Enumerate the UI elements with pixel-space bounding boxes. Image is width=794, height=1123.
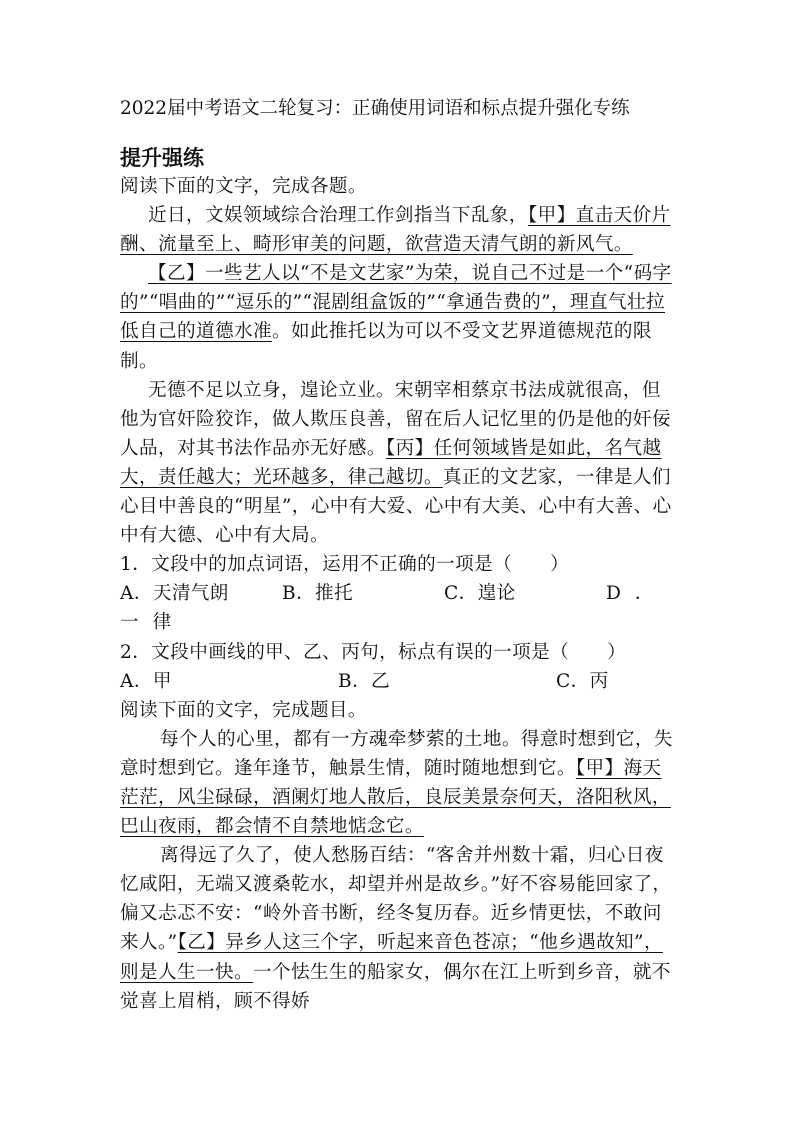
passage1-paragraph-1 bbox=[120, 201, 676, 259]
q1-option-c: C．遑论 bbox=[444, 583, 516, 605]
sentence-jia-underlined: 【甲】直击天价片酬、流量至上、畸形审美的问题，欲营造天清气朗的新风气。 bbox=[120, 205, 671, 256]
document-title: 2022届中考语文二轮复习：正确使用词语和标点提升强化专练 bbox=[120, 98, 630, 119]
document-body bbox=[120, 172, 676, 1016]
passage2-paragraph-2 bbox=[120, 841, 676, 1016]
sentence-yi-underlined: 【乙】一些艺人以“不是文艺家”为荣，说自己不过是一个“码字的”“唱曲的”“逗乐的”“混剧组盒饭的”“拿通告费的”，理直气壮拉低自己的道德水准 bbox=[120, 263, 672, 343]
q2-option-b: B．乙 bbox=[338, 670, 391, 692]
q1-option-a: A．天清气朗 bbox=[120, 583, 229, 605]
section-heading: 提升强练 bbox=[120, 145, 204, 170]
passage1-p3-tail: 真正的文艺家，一律是人们心目中善良的“明星”，心中有大爱、心中有大美、心中有大善、心中有大德、心中有大局。 bbox=[120, 466, 672, 547]
q2-option-a: A．甲 bbox=[120, 670, 172, 692]
passage1-paragraph-2 bbox=[120, 259, 676, 375]
passage1-paragraph-3 bbox=[120, 376, 676, 551]
passage2-instruction: 阅读下面的文字，完成题目。 bbox=[120, 699, 367, 721]
passage2-p2-text: 离得远了久了，使人愁肠百结：“客舍并州数十霜，归心日夜忆咸阳，无端又渡桑乾水，却望并州是故乡。”好不容易能回家了，偏又忐忑不安：“岭外音书断，经冬复历春。近乡情更怯，不敢问来人。” bbox=[120, 845, 672, 954]
passage1-p3-text: 无德不足以立身，遑论立业。宋朝宰相蔡京书法成就很高，但他为官奸险狡诈，做人欺压良善，留在后人记忆里的仍是他的奸佞人品，对其书法作品亦无好感。 bbox=[120, 379, 671, 459]
question-1-stem: 1．文段中的加点词语，运用不正确的一项是（ ） bbox=[120, 554, 570, 576]
question-2-options bbox=[120, 667, 676, 696]
passage2-p1-text: 每个人的心里，都有一方魂牵梦萦的土地。得意时想到它，失意时想到它。逢年逢节，触景生情，随时随地想到它。 bbox=[120, 728, 673, 779]
passage1-p1-text: 近日，文娱领域综合治理工作剑指当下乱象， bbox=[148, 205, 528, 227]
question-2-stem: 2．文段中画线的甲、乙、丙句，标点有误的一项是（ ） bbox=[120, 641, 627, 663]
passage2-sentence-yi-underlined: 【乙】异乡人这三个字，听起来音色苍凉；“他乡遇故知”，则是人生一快。 bbox=[120, 932, 663, 983]
q1-option-b: B．推托 bbox=[282, 583, 354, 605]
question-1-options bbox=[120, 579, 676, 637]
passage1-instruction: 阅读下面的文字，完成各题。 bbox=[120, 176, 367, 197]
q1-option-d: D．一律 bbox=[120, 583, 668, 634]
sentence-bing-underlined: 【丙】任何领域皆是如此，名气越大，责任越大；光环越多，律己越切。 bbox=[120, 437, 662, 488]
q2-option-c: C．丙 bbox=[556, 670, 609, 692]
passage2-p2-tail: 一个怯生生的船家女，偶尔在江上听到乡音，就不觉喜上眉梢，顾不得娇 bbox=[120, 961, 671, 1012]
passage2-sentence-jia-underlined: 【甲】海天茫茫，风尘碌碌，酒阑灯地人散后，良辰美景奈何天，洛阳秋风，巴山夜雨，都会情不自禁地惦念它。 bbox=[120, 757, 671, 838]
passage2-paragraph-1 bbox=[120, 725, 676, 841]
passage1-p2-text: 。如此推托以为可以不受文艺界道德规范的限制。 bbox=[120, 321, 652, 372]
